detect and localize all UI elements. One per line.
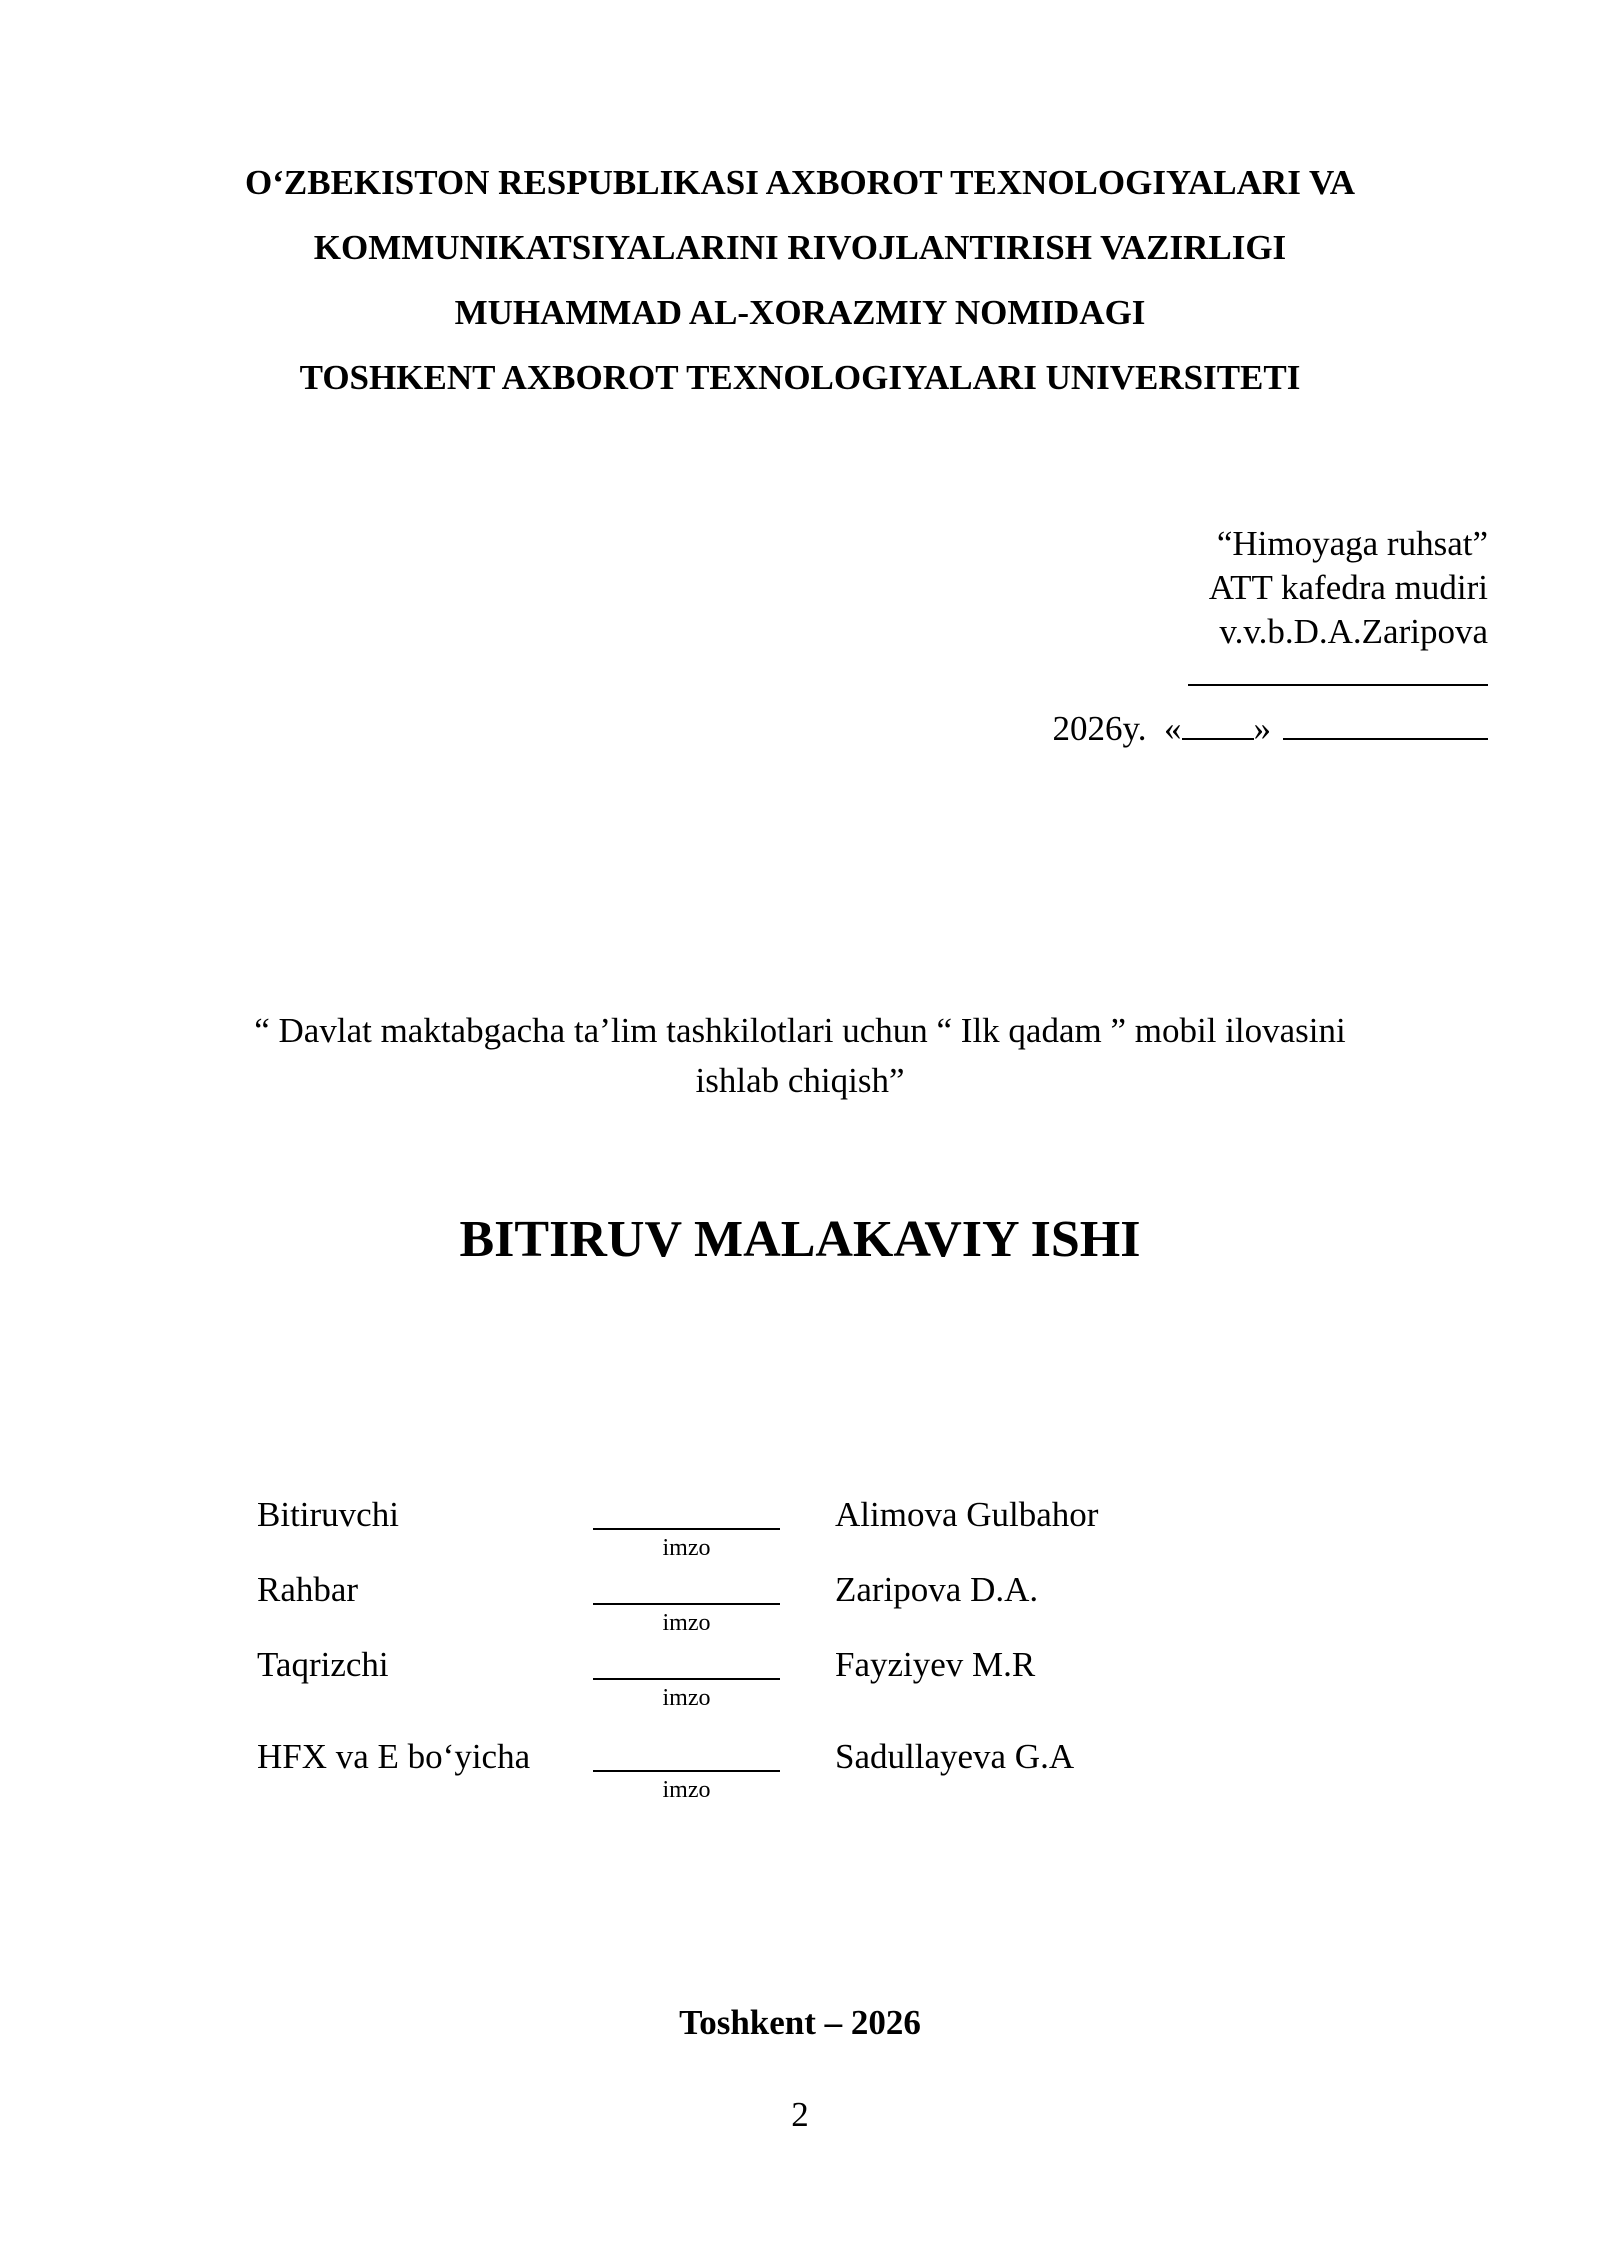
header-line: O‘ZBEKISTON RESPUBLIKASI AXBOROT TEXNOLOGIYALARI VA	[245, 163, 1355, 202]
signature-table	[257, 1490, 1357, 1807]
signature-row	[257, 1565, 1357, 1640]
approval-position: ATT kafedra mudiri	[1208, 568, 1488, 607]
page-number: 2	[791, 2095, 809, 2134]
signature-blank-line	[593, 1528, 780, 1530]
approval-date-open-quote: «	[1164, 709, 1182, 748]
signature-blank-line	[593, 1770, 780, 1772]
header-line: KOMMUNIKATSIYALARINI RIVOJLANTIRISH VAZIRLIGI	[313, 228, 1287, 267]
signature-row	[257, 1732, 1357, 1807]
topic-line: “ Davlat maktabgacha ta’lim tashkilotlari uchun “ Ilk qadam ” mobil ilovasini	[254, 1011, 1346, 1050]
topic-line: ishlab chiqish”	[695, 1061, 905, 1100]
signature-role: Rahbar	[257, 1570, 359, 1609]
thesis-topic	[0, 1006, 1600, 1106]
document-title: BITIRUV MALAKAVIY ISHI	[459, 1211, 1141, 1268]
signature-role: Taqrizchi	[257, 1645, 389, 1684]
signature-person: Sadullayeva G.A	[835, 1737, 1075, 1776]
signature-blank-line	[593, 1603, 780, 1605]
signature-row	[257, 1640, 1357, 1715]
ministry-header	[0, 150, 1600, 410]
signature-caption: imzo	[662, 1535, 711, 1561]
signature-person: Zaripova D.A.	[835, 1570, 1039, 1609]
signature-role: Bitiruvchi	[257, 1495, 399, 1534]
approval-block	[1053, 522, 1488, 751]
approval-day-blank	[1182, 710, 1254, 740]
header-line: TOSHKENT AXBOROT TEXNOLOGIYALARI UNIVERSITETI	[299, 358, 1301, 397]
approval-date-close-quote: »	[1253, 709, 1271, 748]
header-line: MUHAMMAD AL-XORAZMIY NOMIDAGI	[454, 293, 1146, 332]
approval-date-year: 2026y.	[1052, 709, 1147, 748]
signature-blank-line	[593, 1678, 780, 1680]
approval-month-blank	[1283, 710, 1488, 740]
signature-row	[257, 1490, 1357, 1565]
signature-caption: imzo	[662, 1610, 711, 1636]
footer-city-year: Toshkent – 2026	[679, 2003, 921, 2042]
signature-caption: imzo	[662, 1777, 711, 1803]
signature-role: HFX va E bo‘yicha	[257, 1737, 531, 1776]
approval-name: v.v.b.D.A.Zaripova	[1219, 612, 1488, 651]
approval-title: “Himoyaga ruhsat”	[1216, 524, 1488, 563]
approval-signature-line	[1188, 654, 1488, 686]
signature-person: Fayziyev M.R	[835, 1645, 1036, 1684]
approval-date	[1053, 707, 1488, 751]
signature-person: Alimova Gulbahor	[835, 1495, 1099, 1534]
signature-caption: imzo	[662, 1685, 711, 1711]
